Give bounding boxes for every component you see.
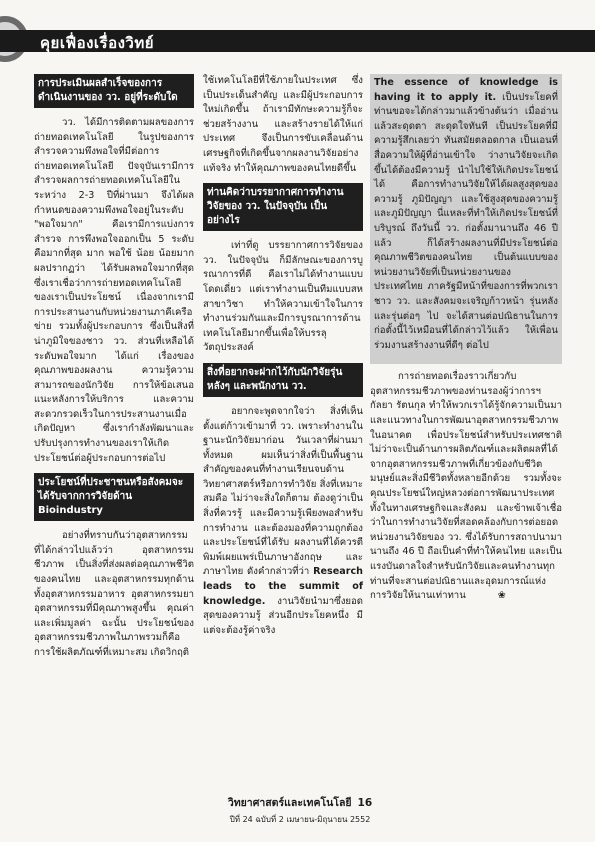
left-column [34, 74, 194, 668]
paragraph-conclusion [370, 370, 562, 604]
shaded-paragraph [374, 76, 558, 353]
paragraph-research-atmosphere: เท่าที่ดู บรรยากาศการวิจัยของ วว. ในปัจจุบัน ก็มีลักษณะของการบูรณาการที่ดี คือเราไม่ได้ทำงานแบบโดดเดี่ยว แต่เราทำงานเป็นทีมแบบสหสาขาวิชา ทำให้ความเข้าใจในการทำงานร่วมกันและมีการบูรณาการด้านเทคโนโลยีมากขึ้นเพื่อให้บรรลุวัตถุประสงค์ [203, 240, 363, 354]
footer-magazine [190, 794, 410, 811]
paragraph-benefits: อย่างที่ทราบกันว่าอุตสาหกรรมที่ได้กล่าวไปแล้วว่า อุตสาหกรรมชีวภาพ เป็นสิ่งที่ส่งผลต่อคุณภาพชีวิตของคนไทย และอุตสาหกรรมทุกด้าน ทั้งอุตสาหกรรมอาหาร อุตสาหกรรมยา อุตสาหกรรมที่มีคุณภาพสูงขึ้น คุณค่า และเพิ่มมูลค่า ฉะนั้น ประโยชน์ของอุตสาหกรรมชีวภาพในภาพรวมก็คือ การใช้ผลิตภัณฑ์ที่เหมาะสม เกิดวิกฤติ [34, 530, 194, 658]
issue-info: ปีที่ 24 ฉบับที่ 2 เมษายน-มิถุนายน 2552 [229, 815, 371, 824]
paragraph-advice [203, 405, 363, 639]
end-mark-icon: ❀ [497, 590, 506, 602]
heading-evaluation: การประเมินผลสำเร็จของการดำเนินงานของ วว. อยู่ที่ระดับใด [34, 74, 194, 108]
paragraph-continuation: ใช้เทคโนโลยีที่ใช้ภายในประเทศ ซึ่งเป็นประเด็นสำคัญ และมีผู้ประกอบการใหม่เกิดขึ้น ถ้าเรามีทักษะความรู้ก็จะช่วยสร้างงาน และสร้างรายได้ให้แก่ประเทศ จึงเป็นการขับเคลื่อนด้านเศรษฐกิจที่เกิดขึ้นจากผลงานวิจัยอย่างแท้จริง ทำให้คุณภาพของคนไทยดีขึ้น [203, 75, 363, 174]
heading-research-atmosphere: ท่านคิดว่าบรรยากาศการทำงานวิจัยของ วว. ในปัจจุบัน เป็นอย่างไร [203, 183, 363, 231]
english-quote-research: Research leads to the summit of knowledge. [203, 566, 363, 607]
shaded-text: เป็นประโยคที่ท่านขอจะได้กล่าวมาแล้วข้างต้นว่า เมื่ออ่านแล้วสะดุดตา สะดุดใจทันที เป็นประโยคที่มีความรู้สึกเลยว่า ทันสมัยตลอดกาล เป็นเอนที่สื่อความให้ผู้ที่อ่านเข้าใจ ว่างานวิจัยจะเกิดขึ้นได้ต้องมีความรู้ นำไปใช้ให้เกิดประโยชน์ได้ คือการทำงานวิจัยให้ได้ผลสูงสุดของความรู้ ภูมิปัญญา และใช้สูงสุดของความรู้ และภูมิปัญญา นี่แหละที่ทำให้เกิดประโยชน์ที่บริบูรณ์ ถึงวันนี้ วว. ก่อตั้งมานานถึง 46 ปีแล้ว ก็ได้สร้างผลงานที่มีประโยชน์ต่อคุณภาพชีวิตของคนไทย เป็นต้นแบบของหน่วยงานวิจัยที่เป็นหน่วยงานของประเทศไทย ภาครัฐมีหน้าที่ของการที่พวกเราชาว วว. และสังคมจะเจริญก้าวหน้า รุ่นหลังและรุ่นต่อๆ ไป จะได้สานต่อปณิธานในการก่อตั้งนี้ไว้เหมือนที่ได้กล่าวไว้แล้ว ให้เพื่อนร่วมงานสร้างงานที่ดีๆ ต่อไป [374, 91, 558, 351]
magazine-title: วิทยาศาสตร์และเทคโนโลยี [227, 797, 352, 809]
section-title: คุยเฟื่องเรื่องวิทย์ [40, 34, 155, 52]
paragraph-evaluation: วว. ได้มีการติดตามผลของการถ่ายทอดเทคโนโลยี ในรูปของการสำรวจความพึงพอใจที่มีต่อการถ่ายทอดเทคโนโลยี ปัจจุบันเรามีการสำรวจผลการถ่ายทอดเทคโนโลยีในระหว่าง 2-3 ปีที่ผ่านมา จึงได้ผลกำหนดของความพึงพอใจอยู่ในระดับ "พอใจมาก" คือเรามีการแบ่งการสำรวจ การพึงพอใจออกเป็น 5 ระดับ คือมากที่สุด มาก พอใช้ น้อย น้อยมาก ผลปรากฏว่า ได้รับผลพอใจมากที่สุด ซึ่งเราเชื่อว่าการถ่ายทอดเทคโนโลยีของเราเป็นประโยชน์ เนื่องจากเรามีการประสานงานกับหน่วยงานภาคีเครือข่าย รวมทั้งผู้ประกอบการ ซึ่งเป็นสิ่งที่น่าภูมิใจของชาว วว. ส่วนที่เหลือได้ระดับพอใจมาก ได้แก่ เรื่องของคุณภาพของผลงาน ความรู้ความสามารถของนักวิจัย การให้ข้อเสนอแนะหลังการให้บริการ และความสะดวกรวดเร็วในการประสานงานเมื่อเกิดปัญหา ซึ่งเรากำลังพัฒนาและปรับปรุงการทำงานของเราให้เกิดประโยชน์ต่อผู้ประกอบการต่อไป [34, 117, 194, 464]
heading-benefits: ประโยชน์ที่ประชาชนหรือสังคมจะได้รับจากการวิจัยด้าน Bioindustry [34, 473, 194, 521]
page-number: 16 [357, 797, 373, 809]
heading-advice: สิ่งที่อยากจะฝากไว้กับนักวิจัยรุ่นหลังๆ และพนักงาน วว. [203, 363, 363, 397]
conclusion-text: การถ่ายทอดเรื่องราวเกี่ยวกับอุตสาหกรรมชีวภาพของท่านรองผู้ว่าการฯ กัลยา รัตนกุล ทำให้พวกเราได้รู้จักความเป็นมา และแนวทางในการพัฒนาอุตสาหกรรมชีวภาพในอนาคต เพื่อประโยชน์สำหรับประเทศชาติ ไม่ว่าจะเป็นด้านการผลิตภัณฑ์และผลิตผลที่ได้จากอุตสาหกรรมชีวภาพที่เกี่ยวข้องกับชีวิตมนุษย์และสิ่งมีชีวิตทั้งหลายอีกด้วย รวมทั้งจะคุณประโยชน์ใหญ่หลวงต่อการพัฒนาประเทศทั้งในทางเศรษฐกิจและสังคม และข้าพเจ้าเชื่อว่าในการทำงานวิจัยที่สอดคล้องกับการต่อยอดหน่วยงานวิจัยของ วว. ซึ่งได้รับการสถาปนามานานถึง 46 ปี ถือเป็นคำที่ทำให้คนไทย และเป็นแรงบันดาลใจสำหรับนักวิจัยและคนทำงานทุกท่านที่จะสานต่อปณิธานและอุดมการณ์แห่งการวิจัยให้นานเท่าทาน [370, 371, 562, 602]
advice-tail: งานวิจัยนำมาซึ่งยอดสุดของความรู้ ส่วนอีกประโยคหนึ่ง มีแต่จะต้องรู้ค่าจริง [203, 595, 363, 636]
advice-text: อยากจะพูดจากใจว่า สิ่งที่เห็น ตั้งแต่ก้าวเข้ามาที่ วว. เพราะทำงานในฐานะนักวิจัยมาก่อน วันเวลาที่ผ่านมาทั้งหมด ผมเห็นว่าสิ่งที่เป็นพื้นฐานสำคัญของคนที่ทำงานเรียนจบด้านวิทยาศาสตร์หรือการทำวิจัย สิ่งที่เหมาะสมคือ ไม่ว่าจะสิ่งใดก็ตาม ต้องดูว่าเป็นสิ่งที่ควรรู้ และมีความรู้เพียงพอสำหรับการทำงาน และต้องมองที่ความถูกต้องและประโยชน์ที่ได้รับ ผลงานที่ได้ควรตีพิมพ์เผยแพร่เป็นภาษาอังกฤษ และภาษาไทย [203, 405, 363, 578]
right-column [370, 74, 562, 611]
shaded-quote-box [370, 74, 562, 364]
middle-column [203, 74, 363, 645]
footer [190, 794, 410, 826]
quote-lead: ดังคำกล่าวที่ว่า [247, 566, 310, 578]
english-quote-knowledge: The essence of knowledge is having it to apply it. [374, 77, 558, 103]
